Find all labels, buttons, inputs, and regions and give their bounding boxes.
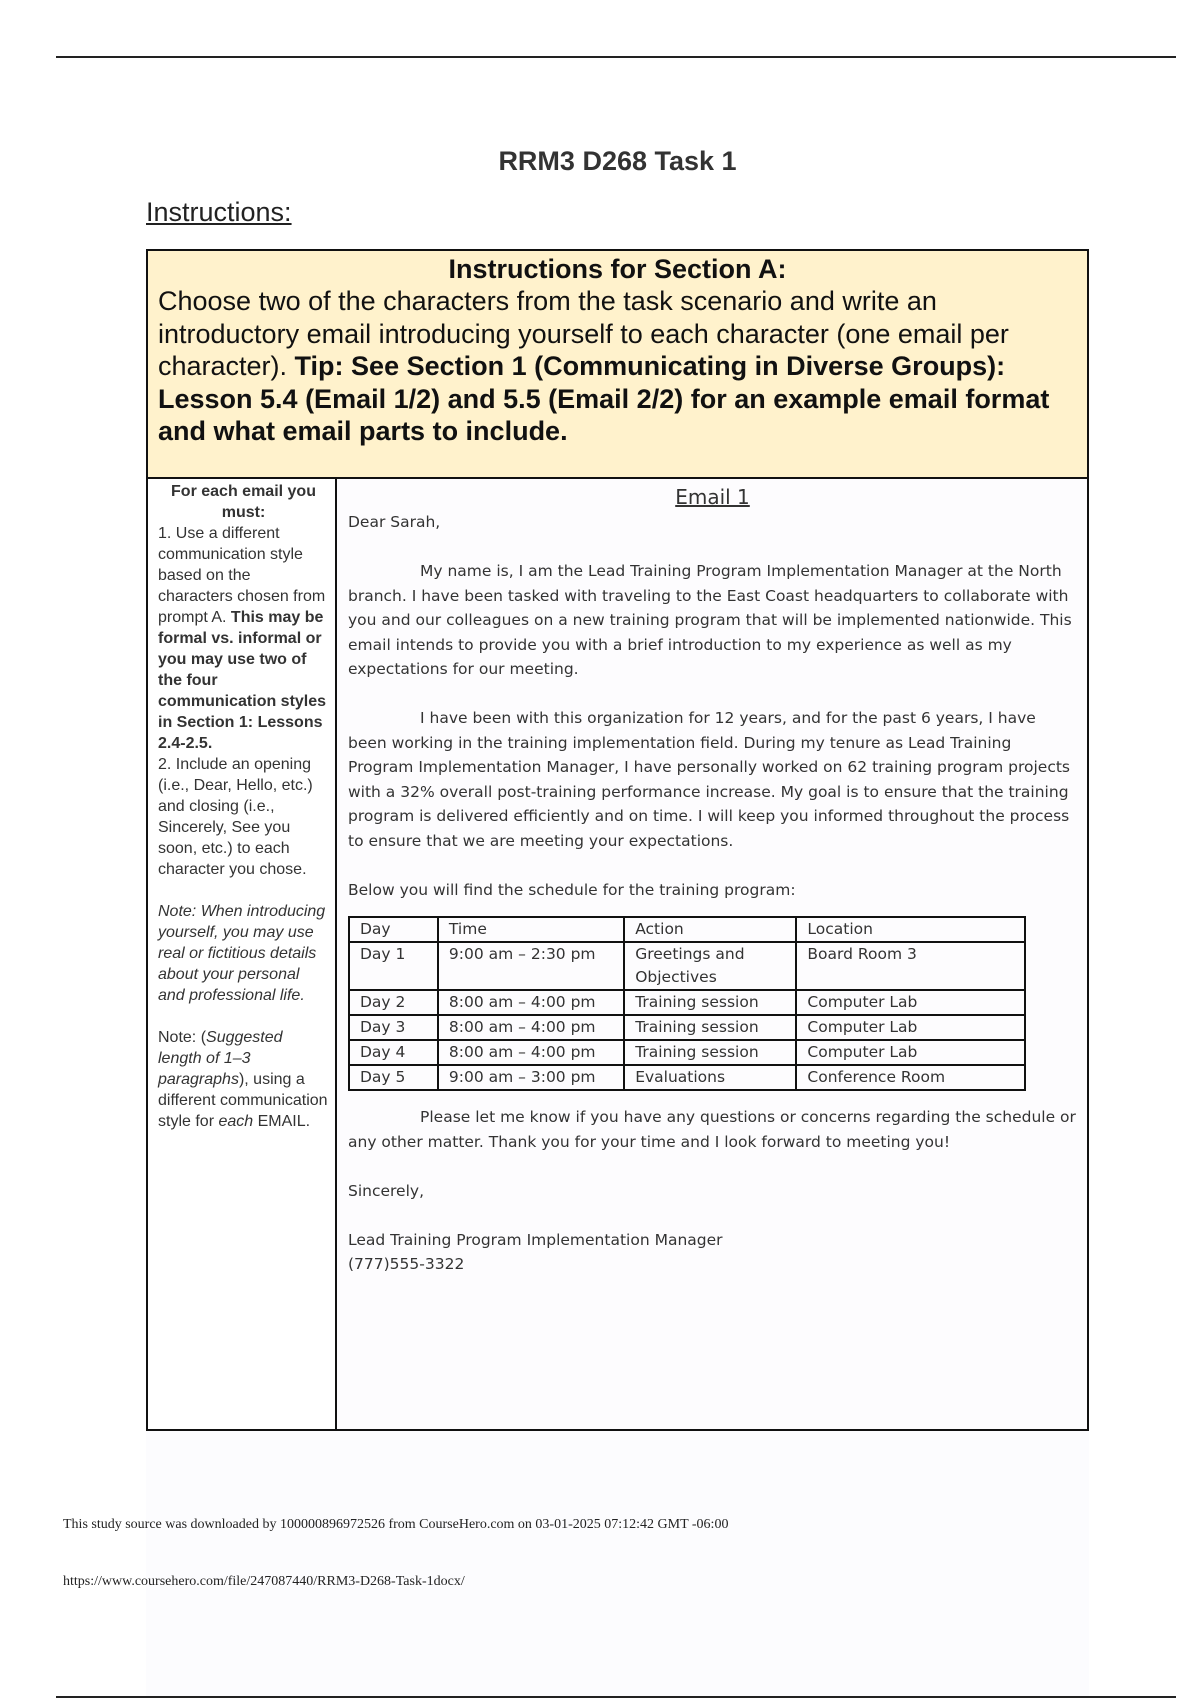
schedule-row bbox=[349, 1015, 1025, 1040]
schedule-cell: 9:00 am – 2:30 pm bbox=[438, 942, 624, 990]
note-personal-details: Note: When introducing yourself, you may use real or fictitious details about your personal and professional life. bbox=[158, 903, 326, 1004]
signature-phone: (777)555-3322 bbox=[348, 1255, 465, 1273]
note-length-suffix: EMAIL. bbox=[253, 1113, 311, 1130]
note-length-prefix: Note: ( bbox=[158, 1029, 207, 1046]
email-greeting: Dear Sarah, bbox=[348, 513, 441, 531]
instructions-heading: Instructions: bbox=[146, 197, 292, 227]
schedule-cell: Training session bbox=[624, 1015, 796, 1040]
email-closing: Sincerely, bbox=[348, 1181, 425, 1200]
schedule-row bbox=[349, 942, 1025, 990]
schedule-cell: Day 1 bbox=[349, 942, 438, 990]
source-url[interactable]: https://www.coursehero.com/file/247087440/RRM3-D268-Task-1docx/ bbox=[63, 1574, 465, 1589]
section-a-body bbox=[158, 285, 1077, 448]
instructions-table bbox=[146, 249, 1089, 1431]
section-a-title: Instructions for Section A: bbox=[448, 254, 787, 284]
schedule-cell: Conference Room bbox=[796, 1065, 1025, 1090]
schedule-cell: Day 5 bbox=[349, 1065, 438, 1090]
top-divider bbox=[56, 56, 1176, 58]
schedule-cell: Training session bbox=[624, 990, 796, 1015]
note-length bbox=[158, 1027, 329, 1132]
page-shade bbox=[146, 1431, 1089, 1696]
requirement-item-2: 2. Include an opening (i.e., Dear, Hello, etc.) and closing (i.e., Sincerely, See you soon, etc.) to each character you chose. bbox=[158, 756, 313, 878]
section-a-box bbox=[148, 251, 1087, 479]
section-a-tip: Tip: See Section 1 (Communicating in Diverse Groups): Lesson 5.4 (Email 1/2) and 5.5 (Email 2/2) for an example email format and what email parts to include. bbox=[158, 351, 1050, 446]
schedule-cell: 8:00 am – 4:00 pm bbox=[438, 990, 624, 1015]
email-paragraph-1: My name is, I am the Lead Training Program Implementation Manager at the North branch. I have been tasked with traveling to the East Coast headquarters to collaborate with you and our colleagues on a new training program that will be implemented nationwide. This email intends to provide you with a brief introduction to my experience as well as my expectations for our meeting. bbox=[348, 562, 1072, 678]
email-heading: Email 1 bbox=[675, 485, 750, 509]
note-length-mid: ), using a different communication style for bbox=[158, 1071, 328, 1130]
bottom-divider bbox=[56, 1696, 1176, 1698]
note-length-italic: Suggested length of 1–3 paragraphs bbox=[158, 1029, 283, 1088]
section-a-body-plain: Choose two of the characters from the task scenario and write an introductory email introducing yourself to each character (one email per character). bbox=[158, 286, 1009, 381]
email-paragraph-2: I have been with this organization for 12 years, and for the past 6 years, I have been working in the training implementation field. During my tenure as Lead Training Program Implementation Manager, I have personally worked on 62 training program projects with a 32% overall post-training performance increase. My goal is to ensure that the training program is delivered efficiently and on time. I will keep you informed throughout the process to ensure that we are meeting your expectations. bbox=[348, 709, 1070, 850]
schedule-header-cell: Time bbox=[438, 917, 624, 942]
schedule-header-cell: Day bbox=[349, 917, 438, 942]
schedule-row bbox=[349, 990, 1025, 1015]
schedule-row bbox=[349, 1065, 1025, 1090]
email-paragraph-3: Please let me know if you have any questions or concerns regarding the schedule or any other matter. Thank you for your time and I look forward to meeting you! bbox=[348, 1108, 1076, 1151]
download-source-note: This study source was downloaded by 100000896972526 from CourseHero.com on 03-01-2025 07:12:42 GMT -06:00 bbox=[63, 1517, 729, 1532]
email-column bbox=[337, 479, 1087, 1429]
schedule-header-cell: Action bbox=[624, 917, 796, 942]
schedule-cell: 8:00 am – 4:00 pm bbox=[438, 1040, 624, 1065]
schedule-cell: 8:00 am – 4:00 pm bbox=[438, 1015, 624, 1040]
schedule-cell: Training session bbox=[624, 1040, 796, 1065]
schedule-cell: Day 2 bbox=[349, 990, 438, 1015]
requirement-item-1 bbox=[158, 523, 329, 754]
schedule-cell: 9:00 am – 3:00 pm bbox=[438, 1065, 624, 1090]
requirements-heading: For each email you must: bbox=[171, 483, 316, 521]
schedule-cell: Computer Lab bbox=[796, 990, 1025, 1015]
schedule-cell: Evaluations bbox=[624, 1065, 796, 1090]
requirement-item-1-bold: This may be formal vs. informal or you may use two of the four communication styles in Section 1: Lessons 2.4-2.5. bbox=[158, 609, 327, 752]
schedule-cell: Computer Lab bbox=[796, 1015, 1025, 1040]
schedule-cell: Board Room 3 bbox=[796, 942, 1025, 990]
signature-title: Lead Training Program Implementation Manager bbox=[348, 1230, 723, 1249]
requirements-column bbox=[148, 479, 337, 1429]
schedule-cell: Day 4 bbox=[349, 1040, 438, 1065]
schedule-intro: Below you will find the schedule for the training program: bbox=[348, 880, 796, 899]
schedule-header-cell: Location bbox=[796, 917, 1025, 942]
schedule-cell: Day 3 bbox=[349, 1015, 438, 1040]
schedule-cell: Computer Lab bbox=[796, 1040, 1025, 1065]
schedule-row bbox=[349, 1040, 1025, 1065]
schedule-header-row bbox=[349, 917, 1025, 942]
requirement-item-1-text: 1. Use a different communication style based on the characters chosen from prompt A. bbox=[158, 525, 326, 626]
schedule-cell: Greetings and Objectives bbox=[624, 942, 796, 990]
schedule-table bbox=[348, 916, 1026, 1091]
note-length-each: each bbox=[218, 1113, 254, 1130]
page-title: RRM3 D268 Task 1 bbox=[498, 146, 737, 176]
